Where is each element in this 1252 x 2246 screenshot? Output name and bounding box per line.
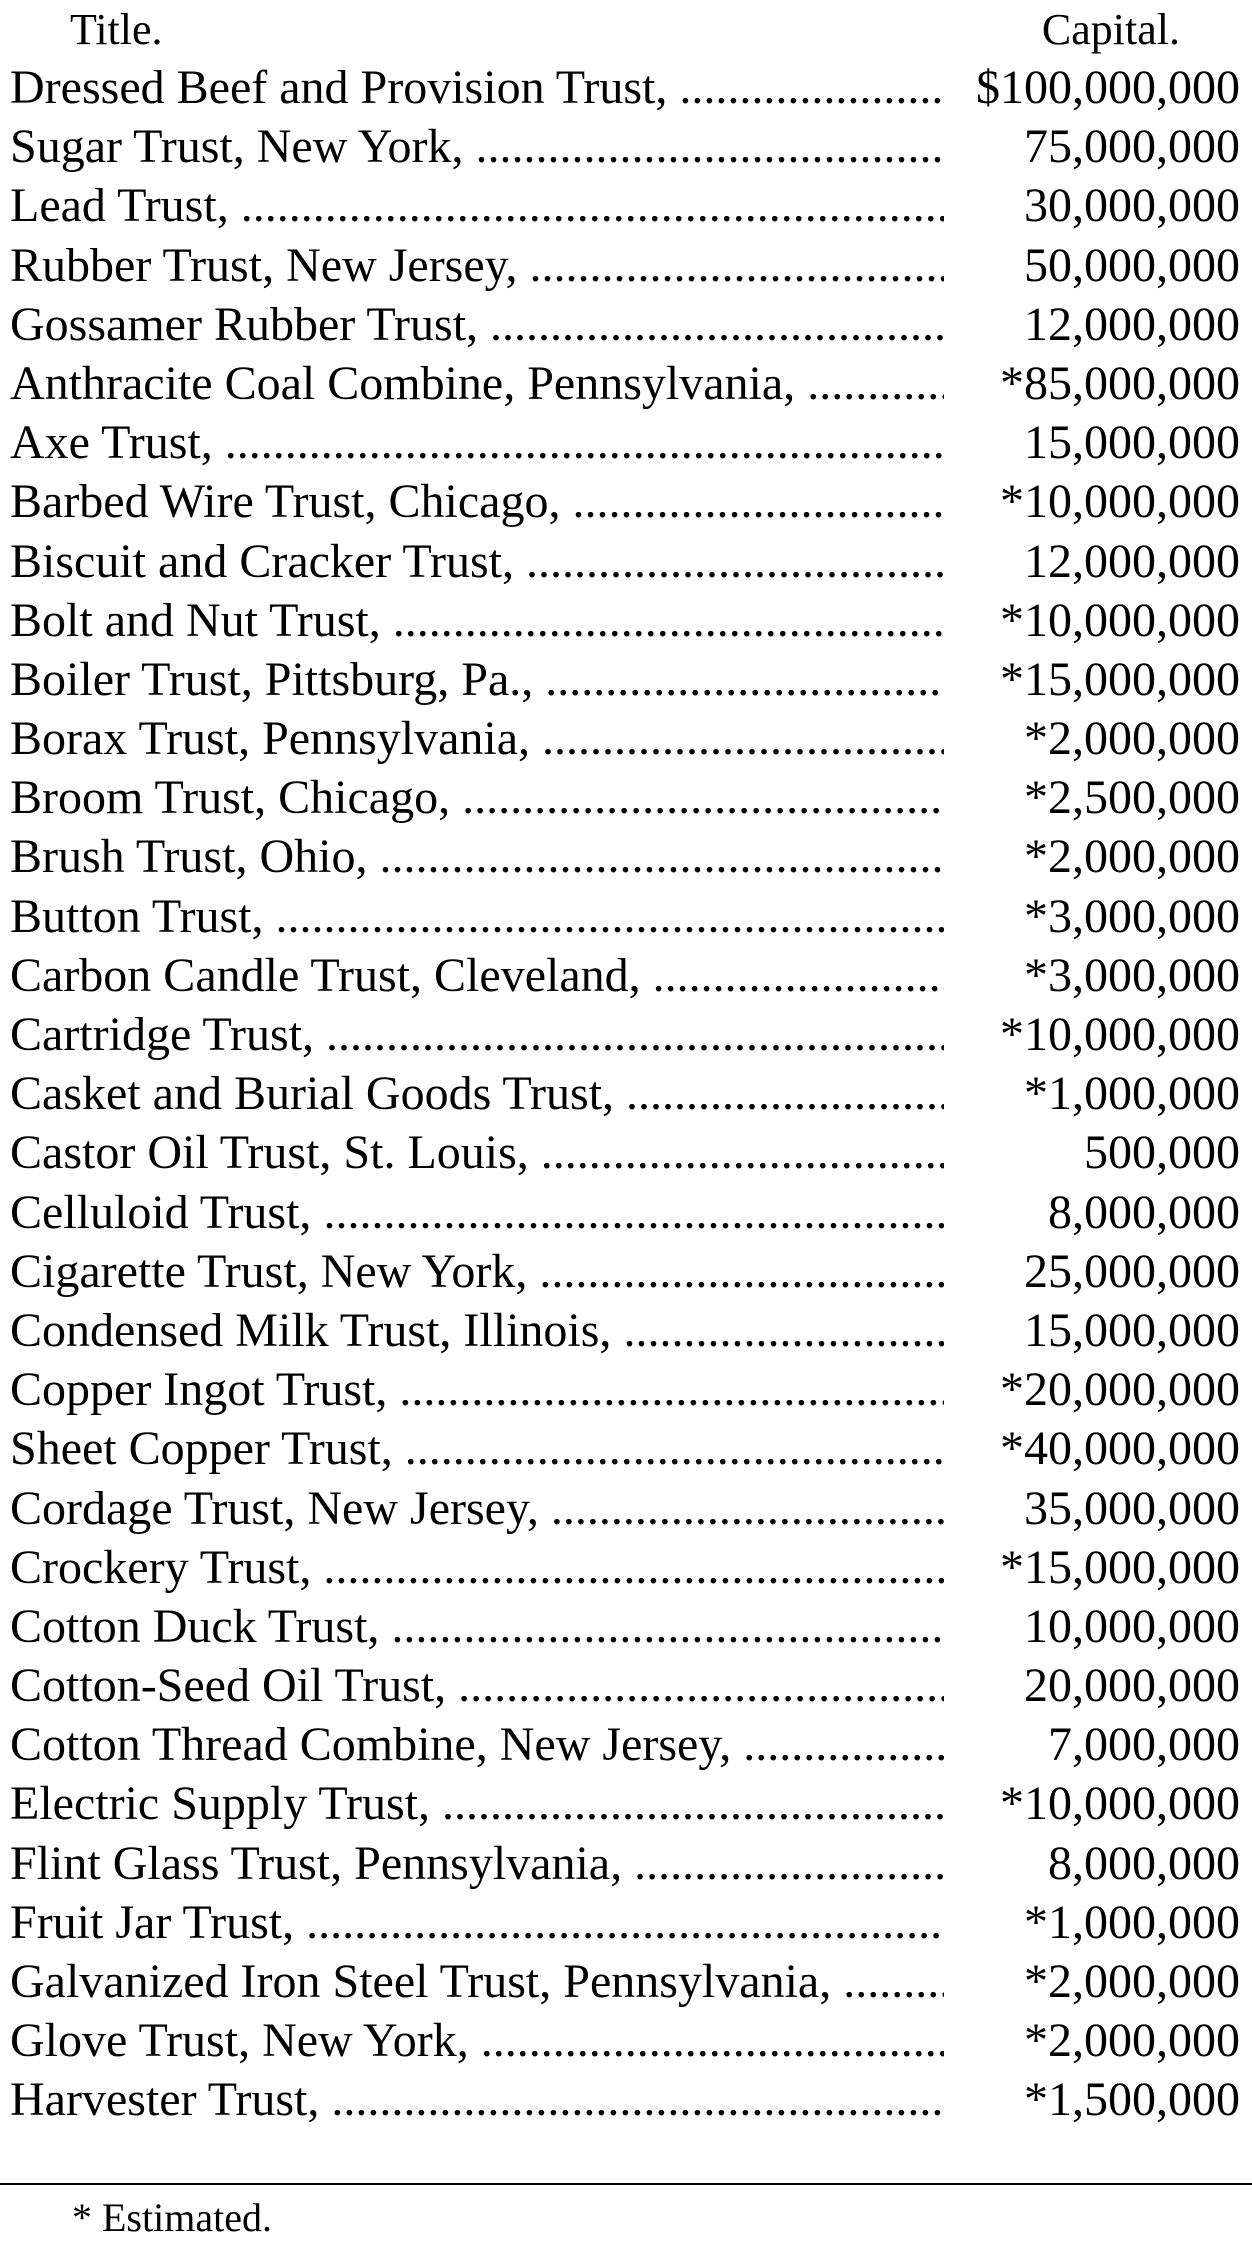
trust-capital: 75,000,000	[1024, 120, 1240, 174]
trust-title	[10, 1360, 944, 1419]
trust-title-text: Brush Trust, Ohio,	[10, 830, 368, 884]
trust-capital: *2,500,000	[1024, 771, 1240, 825]
trust-title-text: Rubber Trust, New Jersey,	[10, 238, 518, 292]
trust-capital: *15,000,000	[1000, 1540, 1240, 1594]
trust-capital: 8,000,000	[1048, 1185, 1240, 1239]
trust-capital: *10,000,000	[1000, 593, 1240, 647]
trust-title	[10, 1183, 944, 1242]
trust-title	[10, 1774, 944, 1833]
trust-title	[10, 827, 944, 886]
table-header	[0, 0, 1252, 60]
trust-capital: *1,500,000	[1024, 2073, 1240, 2127]
trust-capital: *3,000,000	[1024, 889, 1240, 943]
title-column-header: Title.	[70, 5, 163, 54]
trust-title-text: Galvanized Iron Steel Trust, Pennsylvania,	[10, 1955, 832, 2008]
trust-title	[10, 887, 944, 946]
trust-title-text: Biscuit and Cracker Trust,	[10, 534, 514, 588]
trust-title	[10, 768, 944, 827]
table-row	[0, 2011, 1252, 2070]
trust-title-text: Cotton Thread Combine, New Jersey,	[10, 1718, 732, 1772]
trust-capital: 15,000,000	[1024, 1303, 1240, 1357]
trust-capital: *20,000,000	[1000, 1363, 1240, 1417]
table-row	[0, 709, 1252, 768]
table-row	[0, 1183, 1252, 1242]
table-row	[0, 650, 1252, 709]
table-row	[0, 2070, 1252, 2129]
trust-title-text: Cordage Trust, New Jersey,	[10, 1481, 539, 1535]
table-row	[0, 1656, 1252, 1715]
trust-title-text: Glove Trust, New York,	[10, 2014, 469, 2068]
trust-title-text: Cotton-Seed Oil Trust,	[10, 1659, 447, 1713]
trust-title	[10, 591, 944, 650]
trust-title-text: Dressed Beef and Provision Trust,	[10, 61, 668, 114]
trust-title-text: Barbed Wire Trust, Chicago,	[10, 475, 561, 529]
trust-title	[10, 709, 944, 768]
trust-title-text: Carbon Candle Trust, Cleveland,	[10, 948, 641, 1002]
trust-title	[10, 58, 944, 117]
trust-capital: *40,000,000	[1000, 1422, 1240, 1476]
trust-title-text: Cartridge Trust,	[10, 1008, 315, 1061]
trust-capital: *85,000,000	[1000, 356, 1240, 410]
trust-capital: 500,000	[1084, 1126, 1240, 1180]
trust-capital: 50,000,000	[1024, 238, 1240, 292]
trust-title-text: Harvester Trust,	[10, 2073, 320, 2127]
trust-capital: *1,000,000	[1024, 1067, 1240, 1121]
trust-title-text: Copper Ingot Trust,	[10, 1363, 388, 1417]
table-row	[0, 591, 1252, 650]
table-row	[0, 176, 1252, 235]
trust-capital: 12,000,000	[1024, 297, 1240, 351]
trust-title-text: Cotton Duck Trust,	[10, 1599, 380, 1653]
trust-title-text: Condensed Milk Trust, Illinois,	[10, 1303, 612, 1357]
trust-capital: *2,000,000	[1024, 1955, 1240, 2008]
table-row	[0, 58, 1252, 117]
trust-title-text: Borax Trust, Pennsylvania,	[10, 712, 531, 766]
table-row	[0, 236, 1252, 295]
trust-capital: *3,000,000	[1024, 948, 1240, 1002]
footnote-divider	[0, 2183, 1252, 2185]
trust-title	[10, 2070, 944, 2129]
table-row	[0, 1834, 1252, 1893]
trust-title	[10, 1242, 944, 1301]
table-row	[0, 295, 1252, 354]
trust-title-text: Broom Trust, Chicago,	[10, 771, 451, 825]
trust-title-text: Celluloid Trust,	[10, 1185, 312, 1239]
trust-title-text: Castor Oil Trust, St. Louis,	[10, 1126, 529, 1180]
trust-title	[10, 295, 944, 354]
trust-title-text: Electric Supply Trust,	[10, 1777, 431, 1831]
trust-capital: 15,000,000	[1024, 416, 1240, 470]
table-row	[0, 1360, 1252, 1419]
trust-table	[0, 58, 1252, 2130]
trust-title-text: Axe Trust,	[10, 416, 213, 470]
table-row	[0, 1064, 1252, 1123]
trust-capital: 30,000,000	[1024, 179, 1240, 233]
trust-title-text: Lead Trust,	[10, 179, 229, 233]
trust-capital: *2,000,000	[1024, 712, 1240, 766]
table-row	[0, 532, 1252, 591]
trust-title-text: Button Trust,	[10, 889, 264, 943]
trust-title	[10, 946, 944, 1005]
trust-capital: *15,000,000	[1000, 652, 1240, 706]
trust-title	[10, 1301, 944, 1360]
trust-capital: *2,000,000	[1024, 2014, 1240, 2068]
trust-capital: *1,000,000	[1024, 1895, 1240, 1949]
trust-title-text: Bolt and Nut Trust,	[10, 593, 381, 647]
table-row	[0, 1123, 1252, 1182]
table-row	[0, 472, 1252, 531]
trust-title-text: Sugar Trust, New York,	[10, 120, 464, 174]
trust-title-text: Flint Glass Trust, Pennsylvania,	[10, 1836, 623, 1890]
trust-title	[10, 354, 944, 413]
trust-title	[10, 1656, 944, 1715]
trust-title	[10, 2011, 944, 2070]
trust-title	[10, 532, 944, 591]
trust-title-text: Gossamer Rubber Trust,	[10, 297, 479, 351]
trust-title	[10, 1064, 944, 1123]
table-row	[0, 1597, 1252, 1656]
trust-title	[10, 1834, 944, 1893]
table-row	[0, 413, 1252, 472]
table-row	[0, 1715, 1252, 1774]
table-row	[0, 1893, 1252, 1952]
table-row	[0, 1538, 1252, 1597]
table-row	[0, 1952, 1252, 2011]
trust-capital: 8,000,000	[1048, 1836, 1240, 1890]
trust-capital: *2,000,000	[1024, 830, 1240, 884]
trust-title-text: Anthracite Coal Combine, Pennsylvania,	[10, 356, 796, 410]
trust-capital: 12,000,000	[1024, 534, 1240, 588]
trust-title	[10, 1715, 944, 1774]
trust-title-text: Boiler Trust, Pittsburg, Pa.,	[10, 652, 534, 706]
trust-title	[10, 1952, 944, 2011]
table-row	[0, 887, 1252, 946]
trust-title	[10, 1538, 944, 1597]
trust-capital: 7,000,000	[1048, 1718, 1240, 1772]
trust-title-text: Cigarette Trust, New York,	[10, 1244, 528, 1298]
table-row	[0, 1419, 1252, 1478]
footnote: * Estimated.	[72, 2195, 272, 2240]
table-row	[0, 1301, 1252, 1360]
capital-column-header: Capital.	[1041, 5, 1180, 54]
trust-capital: *10,000,000	[1000, 1008, 1240, 1061]
trust-capital: $100,000,000	[976, 61, 1240, 114]
table-row	[0, 117, 1252, 176]
trust-title	[10, 176, 944, 235]
table-row	[0, 1242, 1252, 1301]
trust-title	[10, 413, 944, 472]
table-row	[0, 946, 1252, 1005]
table-row	[0, 1005, 1252, 1064]
trust-title-text: Crockery Trust,	[10, 1540, 312, 1594]
trust-capital: *10,000,000	[1000, 1777, 1240, 1831]
trust-title-text: Casket and Burial Goods Trust,	[10, 1067, 615, 1121]
trust-title	[10, 650, 944, 709]
trust-capital: 20,000,000	[1024, 1659, 1240, 1713]
table-row	[0, 768, 1252, 827]
trust-title	[10, 1479, 944, 1538]
trust-capital: 35,000,000	[1024, 1481, 1240, 1535]
trust-title	[10, 236, 944, 295]
trust-capital: 25,000,000	[1024, 1244, 1240, 1298]
trust-title	[10, 1597, 944, 1656]
trust-capital: *10,000,000	[1000, 475, 1240, 529]
trust-title	[10, 472, 944, 531]
trust-title	[10, 1893, 944, 1952]
trust-title	[10, 1005, 944, 1064]
trust-title	[10, 1419, 944, 1478]
trust-title	[10, 117, 944, 176]
trust-capital: 10,000,000	[1024, 1599, 1240, 1653]
table-row	[0, 1774, 1252, 1833]
table-row	[0, 354, 1252, 413]
trust-title-text: Fruit Jar Trust,	[10, 1895, 295, 1949]
trust-title	[10, 1123, 944, 1182]
table-row	[0, 827, 1252, 886]
table-row	[0, 1479, 1252, 1538]
trust-title-text: Sheet Copper Trust,	[10, 1422, 393, 1476]
